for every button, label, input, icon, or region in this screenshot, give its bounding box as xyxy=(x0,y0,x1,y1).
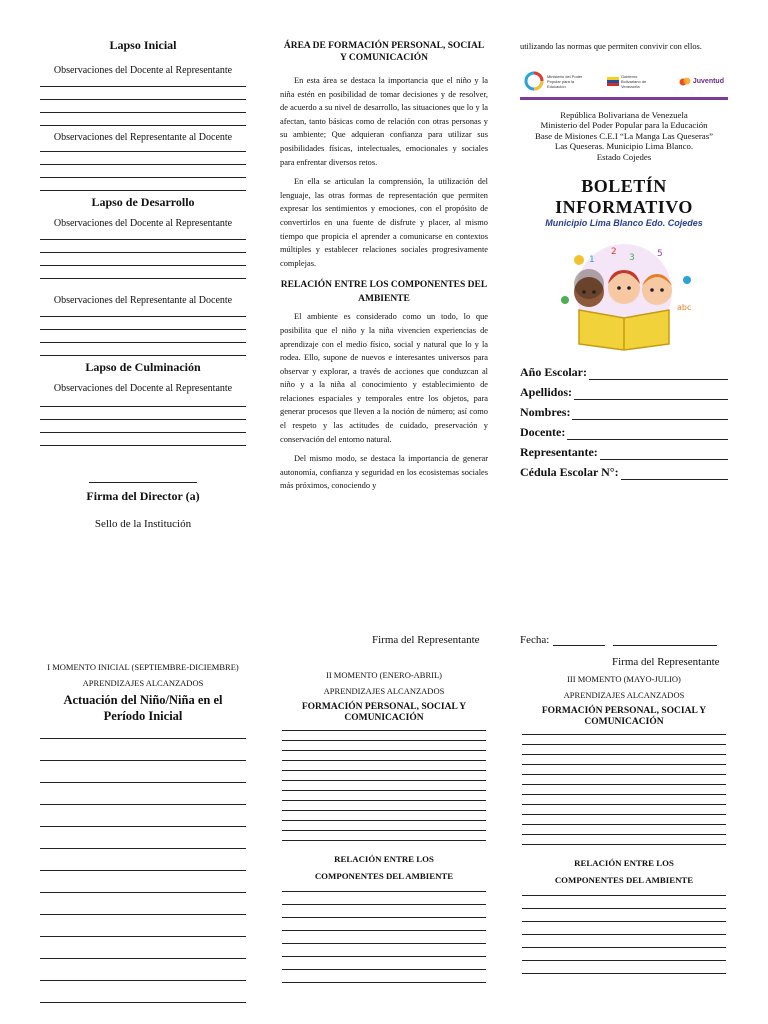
field-nombres[interactable] xyxy=(520,400,728,420)
lines-block xyxy=(40,738,246,1024)
formacion-heading: FORMACIÓN PERSONAL, SOCIAL Y COMUNICACIÓN xyxy=(301,702,467,723)
fill-line[interactable] xyxy=(600,448,728,460)
field-label: Nombres: xyxy=(520,405,571,420)
field-label: Representante: xyxy=(520,445,598,460)
write-line[interactable] xyxy=(40,164,246,165)
write-line[interactable] xyxy=(522,947,726,948)
write-line[interactable] xyxy=(282,982,486,983)
field-anio-escolar[interactable] xyxy=(520,360,728,380)
boletin-title: BOLETÍN xyxy=(581,176,667,197)
inst-line: República Bolivariana de Venezuela xyxy=(560,109,688,120)
write-line[interactable] xyxy=(40,419,246,420)
write-line[interactable] xyxy=(40,316,246,317)
write-line[interactable] xyxy=(522,764,726,765)
write-line[interactable] xyxy=(282,800,486,801)
write-line[interactable] xyxy=(40,980,246,981)
paragraph: Del mismo modo, se destaca la importancia de generar autonomía, confianza y seguridad en los ecosistemas sociales más próximos, conociendo y xyxy=(280,454,488,491)
inst-line: Ministerio del Poder Popular para la Educación xyxy=(540,120,708,131)
write-line[interactable] xyxy=(522,973,726,974)
write-line[interactable] xyxy=(522,960,726,961)
write-line[interactable] xyxy=(40,342,246,343)
write-line[interactable] xyxy=(40,112,246,113)
write-line[interactable] xyxy=(282,730,486,731)
write-line[interactable] xyxy=(282,760,486,761)
write-line[interactable] xyxy=(522,824,726,825)
field-label: Año Escolar: xyxy=(520,365,587,380)
relacion-heading: RELACIÓN ENTRE LOS COMPONENTES DEL AMBIENTE xyxy=(554,858,694,885)
svg-text:1: 1 xyxy=(589,255,595,266)
panel-middle-top xyxy=(280,40,488,493)
paragraph: En ella se articulan la comprensión, la utilización del lenguaje, las otras formas de representación que permiten expresar los sentimientos y emociones, con el propósito de convertirlos en una fuente de disfrute y placer, al mismo tiempo que propicia el aprender a comunicarse en contextos múltiples y establecer relaciones sociales progresivamente complejas. xyxy=(280,177,488,268)
ministry-logo xyxy=(524,71,585,91)
lines-block xyxy=(282,891,486,983)
write-line[interactable] xyxy=(522,744,726,745)
field-label: Docente: xyxy=(520,425,566,440)
write-line[interactable] xyxy=(40,99,246,100)
write-line[interactable] xyxy=(282,891,486,892)
firma-representante-mid: Firma del Representante xyxy=(372,634,480,646)
field-label: Cédula Escolar N°: xyxy=(520,465,619,480)
paragraph: En esta área se destaca la importancia que el niño y la niña estén en posibilidad de tomar decisiones y de resolver, de acuerdo a su nivel de desarrollo, las situaciones que lo y la afectan, tanto básicas como de relación con otras personas y su ambiente; Que adquieran confianza para utilizar sus posibilidades físicas, intelectuales, emocionales y sociales para enfrentar diversos retos. xyxy=(280,76,488,167)
svg-text:5: 5 xyxy=(657,249,663,260)
write-line[interactable] xyxy=(522,774,726,775)
write-line[interactable] xyxy=(40,826,246,827)
field-representante[interactable] xyxy=(520,440,728,460)
juventud-logo xyxy=(679,75,724,87)
fecha-row xyxy=(520,634,728,646)
write-line[interactable] xyxy=(522,734,726,735)
write-line[interactable] xyxy=(40,914,246,915)
write-line[interactable] xyxy=(282,943,486,944)
relacion-heading: RELACIÓN ENTRE LOS COMPONENTES DEL AMBIENTE xyxy=(314,854,454,881)
write-line[interactable] xyxy=(40,870,246,871)
inst-line: Estado Cojedes xyxy=(596,151,652,162)
gobierno-logo-text: Gobierno Bolivariano de Venezuela xyxy=(620,73,647,89)
write-line[interactable] xyxy=(40,239,246,240)
write-line[interactable] xyxy=(40,432,246,433)
aprendizajes-label: APRENDIZAJES ALCANZADOS xyxy=(82,678,204,688)
firma-director: Firma del Director (a) xyxy=(86,489,200,503)
field-apellidos[interactable] xyxy=(520,380,728,400)
gobierno-logo xyxy=(607,74,657,89)
write-line[interactable] xyxy=(40,355,246,356)
write-line[interactable] xyxy=(40,278,246,279)
obs-docente-label: Observaciones del Docente al Representante xyxy=(53,383,233,394)
panel-right-bottom xyxy=(522,674,726,986)
flag-icon xyxy=(607,77,619,86)
write-line[interactable] xyxy=(282,770,486,771)
write-line[interactable] xyxy=(522,934,726,935)
informativo-title: INFORMATIVO xyxy=(555,197,693,218)
write-line[interactable] xyxy=(40,804,246,805)
lapso-culminacion-heading: Lapso de Culminación xyxy=(85,360,201,374)
momento-inicial-title: I MOMENTO INICIAL (SEPTIEMBRE-DICIEMBRE) xyxy=(47,662,239,672)
actuacion-heading: Actuación del Niño/Niña en el Período Inicial xyxy=(63,693,223,723)
write-line[interactable] xyxy=(522,844,726,845)
institution-block xyxy=(520,110,728,163)
lapso-inicial-heading: Lapso Inicial xyxy=(109,38,177,52)
write-line[interactable] xyxy=(522,908,726,909)
signature-line[interactable] xyxy=(89,482,197,483)
write-line[interactable] xyxy=(522,814,726,815)
write-line[interactable] xyxy=(40,782,246,783)
write-line[interactable] xyxy=(282,820,486,821)
fill-line[interactable] xyxy=(572,408,728,420)
obs-docente-label: Observaciones del Docente al Representante xyxy=(53,65,233,76)
continuation-text: utilizando las normas que permiten convivir con ellos. xyxy=(520,42,702,51)
write-line[interactable] xyxy=(282,790,486,791)
fecha-line[interactable] xyxy=(553,636,605,646)
momento-iii-title: III MOMENTO (MAYO-JULIO) xyxy=(567,674,681,684)
write-line[interactable] xyxy=(40,738,246,739)
write-line[interactable] xyxy=(40,958,246,959)
write-line[interactable] xyxy=(282,740,486,741)
panel-left-top xyxy=(40,38,246,530)
lapso-desarrollo-heading: Lapso de Desarrollo xyxy=(91,195,195,209)
write-line[interactable] xyxy=(522,804,726,805)
write-line[interactable] xyxy=(40,252,246,253)
lines-block xyxy=(522,734,726,845)
ministry-logo-icon xyxy=(524,71,544,91)
momento-ii-title: II MOMENTO (ENERO-ABRIL) xyxy=(326,670,442,680)
write-line[interactable] xyxy=(40,86,246,87)
fill-line[interactable] xyxy=(621,468,728,480)
area-heading: ÁREA DE FORMACIÓN PERSONAL, SOCIAL Y COMUNICACIÓN xyxy=(283,41,485,63)
fecha-label: Fecha: xyxy=(520,634,550,646)
children-reading-illustration xyxy=(549,240,699,352)
write-line[interactable] xyxy=(40,1002,246,1003)
logo-strip xyxy=(520,66,728,100)
inst-line: Las Queseras. Municipio Lima Blanco. xyxy=(554,141,694,152)
obs-docente-label: Observaciones del Docente al Representante xyxy=(53,218,233,229)
svg-text:2: 2 xyxy=(611,247,617,258)
write-line[interactable] xyxy=(40,848,246,849)
write-line[interactable] xyxy=(522,895,726,896)
field-label: Apellidos: xyxy=(520,385,573,400)
write-line[interactable] xyxy=(282,917,486,918)
field-cedula-escolar[interactable] xyxy=(520,460,728,480)
write-line[interactable] xyxy=(522,794,726,795)
write-line[interactable] xyxy=(282,904,486,905)
write-line[interactable] xyxy=(40,406,246,407)
write-line[interactable] xyxy=(522,921,726,922)
panel-right-top xyxy=(520,40,728,480)
write-line[interactable] xyxy=(282,780,486,781)
write-line[interactable] xyxy=(40,125,246,126)
write-line[interactable] xyxy=(282,840,486,841)
svg-text:abc: abc xyxy=(677,303,692,313)
write-line[interactable] xyxy=(40,265,246,266)
formacion-heading: FORMACIÓN PERSONAL, SOCIAL Y COMUNICACIÓN xyxy=(541,706,707,727)
juventud-logo-text: Juventud xyxy=(692,77,724,85)
boletin-subtitle: Municipio Lima Blanco Edo. Cojedes xyxy=(545,218,703,229)
write-line[interactable] xyxy=(40,936,246,937)
write-line[interactable] xyxy=(282,830,486,831)
lines-block xyxy=(522,895,726,974)
write-line[interactable] xyxy=(522,834,726,835)
svg-text:3: 3 xyxy=(629,253,635,264)
write-line[interactable] xyxy=(40,177,246,178)
paragraph: El ambiente es considerado como un todo, lo que posibilita que el niño y la niña vivencien experiencias de aprendizaje con el medio físico, social y natural que lo y la rodea. Ello, supone de nuevos e interesantes universos para observar y explorar, a través de acciones que conduzcan al niño y a la niña al conocimiento y establecimiento de relaciones espaciales y temporales entre los objetos, para generar procesos que lleven a la noción de número; así como el respeto y las actitudes de cuidado, preservación y conservación del entorno natural. xyxy=(280,312,488,444)
write-line[interactable] xyxy=(40,892,246,893)
write-line[interactable] xyxy=(282,750,486,751)
panel-middle-bottom xyxy=(282,670,486,995)
obs-rep-label: Observaciones del Representante al Docente xyxy=(53,132,233,143)
fill-line[interactable] xyxy=(574,388,728,400)
panel-left-bottom xyxy=(40,662,246,1024)
ministry-logo-text: Ministerio del Poder Popular para la Educación xyxy=(547,73,583,89)
write-line[interactable] xyxy=(40,190,246,191)
firma-line[interactable] xyxy=(613,636,717,646)
write-line[interactable] xyxy=(282,810,486,811)
relacion-heading: RELACIÓN ENTRE LOS COMPONENTES DEL AMBIENTE xyxy=(280,280,488,305)
write-line[interactable] xyxy=(282,969,486,970)
sello-institucion: Sello de la Institución xyxy=(94,518,192,530)
write-line[interactable] xyxy=(40,760,246,761)
write-line[interactable] xyxy=(282,930,486,931)
write-line[interactable] xyxy=(40,329,246,330)
write-line[interactable] xyxy=(40,445,246,446)
aprendizajes-label: APRENDIZAJES ALCANZADOS xyxy=(323,686,445,696)
write-line[interactable] xyxy=(282,956,486,957)
write-line[interactable] xyxy=(522,784,726,785)
aprendizajes-label: APRENDIZAJES ALCANZADOS xyxy=(563,690,685,700)
field-docente[interactable] xyxy=(520,420,728,440)
write-line[interactable] xyxy=(40,151,246,152)
firma-representante-right: Firma del Representante xyxy=(612,656,720,668)
lines-block xyxy=(282,730,486,841)
juventud-logo-icon xyxy=(679,75,691,87)
obs-rep-label: Observaciones del Representante al Docente xyxy=(53,295,233,306)
inst-line: Base de Misiones C.E.I “La Manga Las Queseras” xyxy=(534,130,714,141)
fill-line[interactable] xyxy=(567,428,728,440)
write-line[interactable] xyxy=(522,754,726,755)
fill-line[interactable] xyxy=(589,368,728,380)
